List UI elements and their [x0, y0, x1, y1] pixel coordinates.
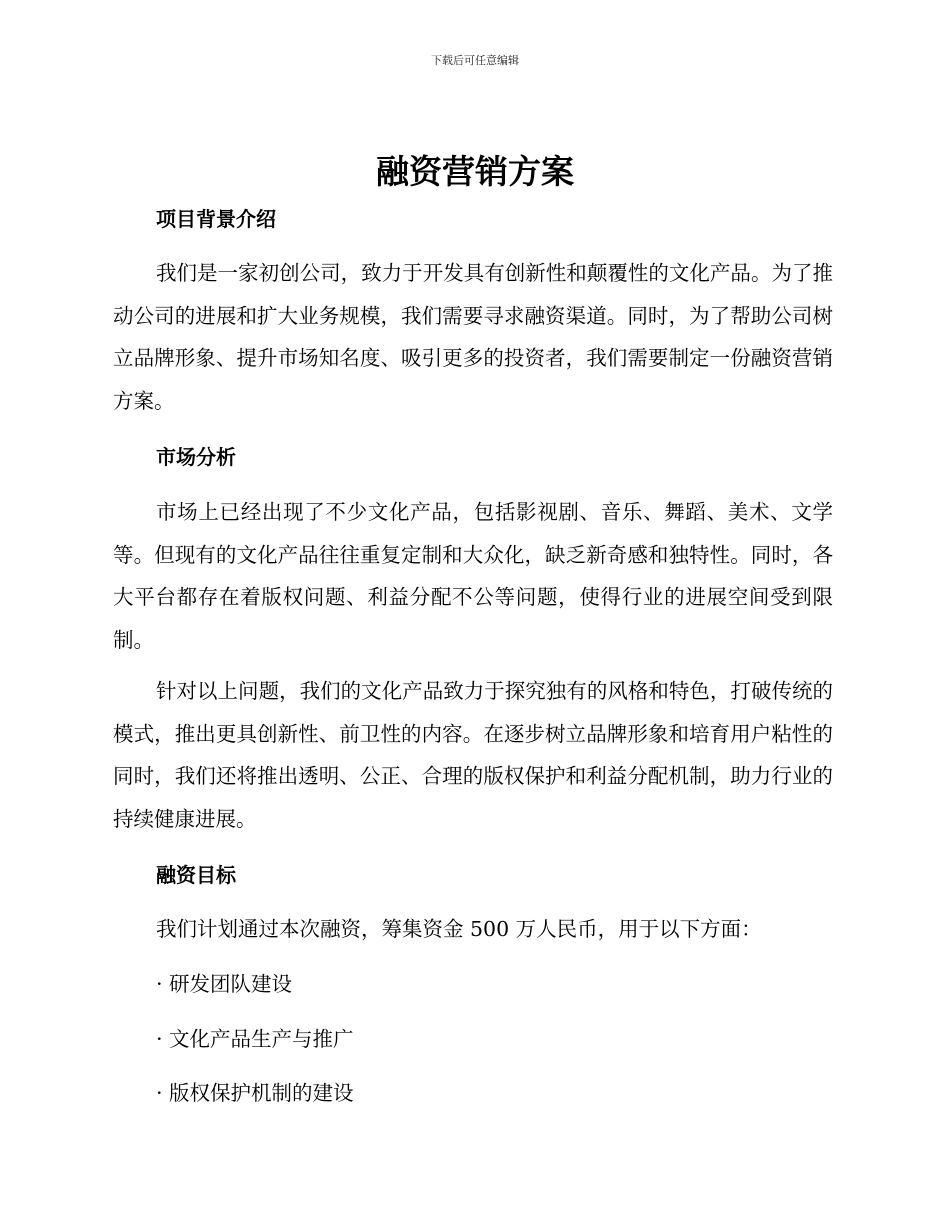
- page-header: 下载后可任意编辑: [431, 54, 519, 67]
- list-item: · 研发团队建设: [156, 972, 293, 996]
- paragraph-market-analysis-2: 针对以上问题，我们的文化产品致力于探究独有的风格和特色，打破传统的模式，推出更具创新性、前卫性的内容。在逐步树立品牌形象和培育用户粘性的同时，我们还将推出透明、公正、合理的版权保护和利益分配机制，助力行业的持续健康进展。: [113, 679, 833, 831]
- section-heading-background: 项目背景介绍: [156, 207, 276, 231]
- list-item: · 版权保护机制的建设: [156, 1081, 354, 1105]
- financing-goal-intro: 我们计划通过本次融资，筹集资金 500 万人民币，用于以下方面：: [156, 917, 762, 941]
- list-item: · 文化产品生产与推广: [156, 1027, 354, 1051]
- section-heading-market-analysis: 市场分析: [156, 445, 236, 469]
- section-heading-financing-goal: 融资目标: [156, 863, 236, 887]
- document-title: 融资营销方案: [376, 152, 574, 191]
- paragraph-background: 我们是一家初创公司，致力于开发具有创新性和颠覆性的文化产品。为了推动公司的进展和扩大业务规模，我们需要寻求融资渠道。同时，为了帮助公司树立品牌形象、提升市场知名度、吸引更多的投资者，我们需要制定一份融资营销方案。: [113, 261, 833, 413]
- paragraph-market-analysis-1: 市场上已经出现了不少文化产品，包括影视剧、音乐、舞蹈、美术、文学等。但现有的文化产品往往重复定制和大众化，缺乏新奇感和独特性。同时，各大平台都存在着版权问题、利益分配不公等问题，使得行业的进展空间受到限制。: [113, 500, 833, 652]
